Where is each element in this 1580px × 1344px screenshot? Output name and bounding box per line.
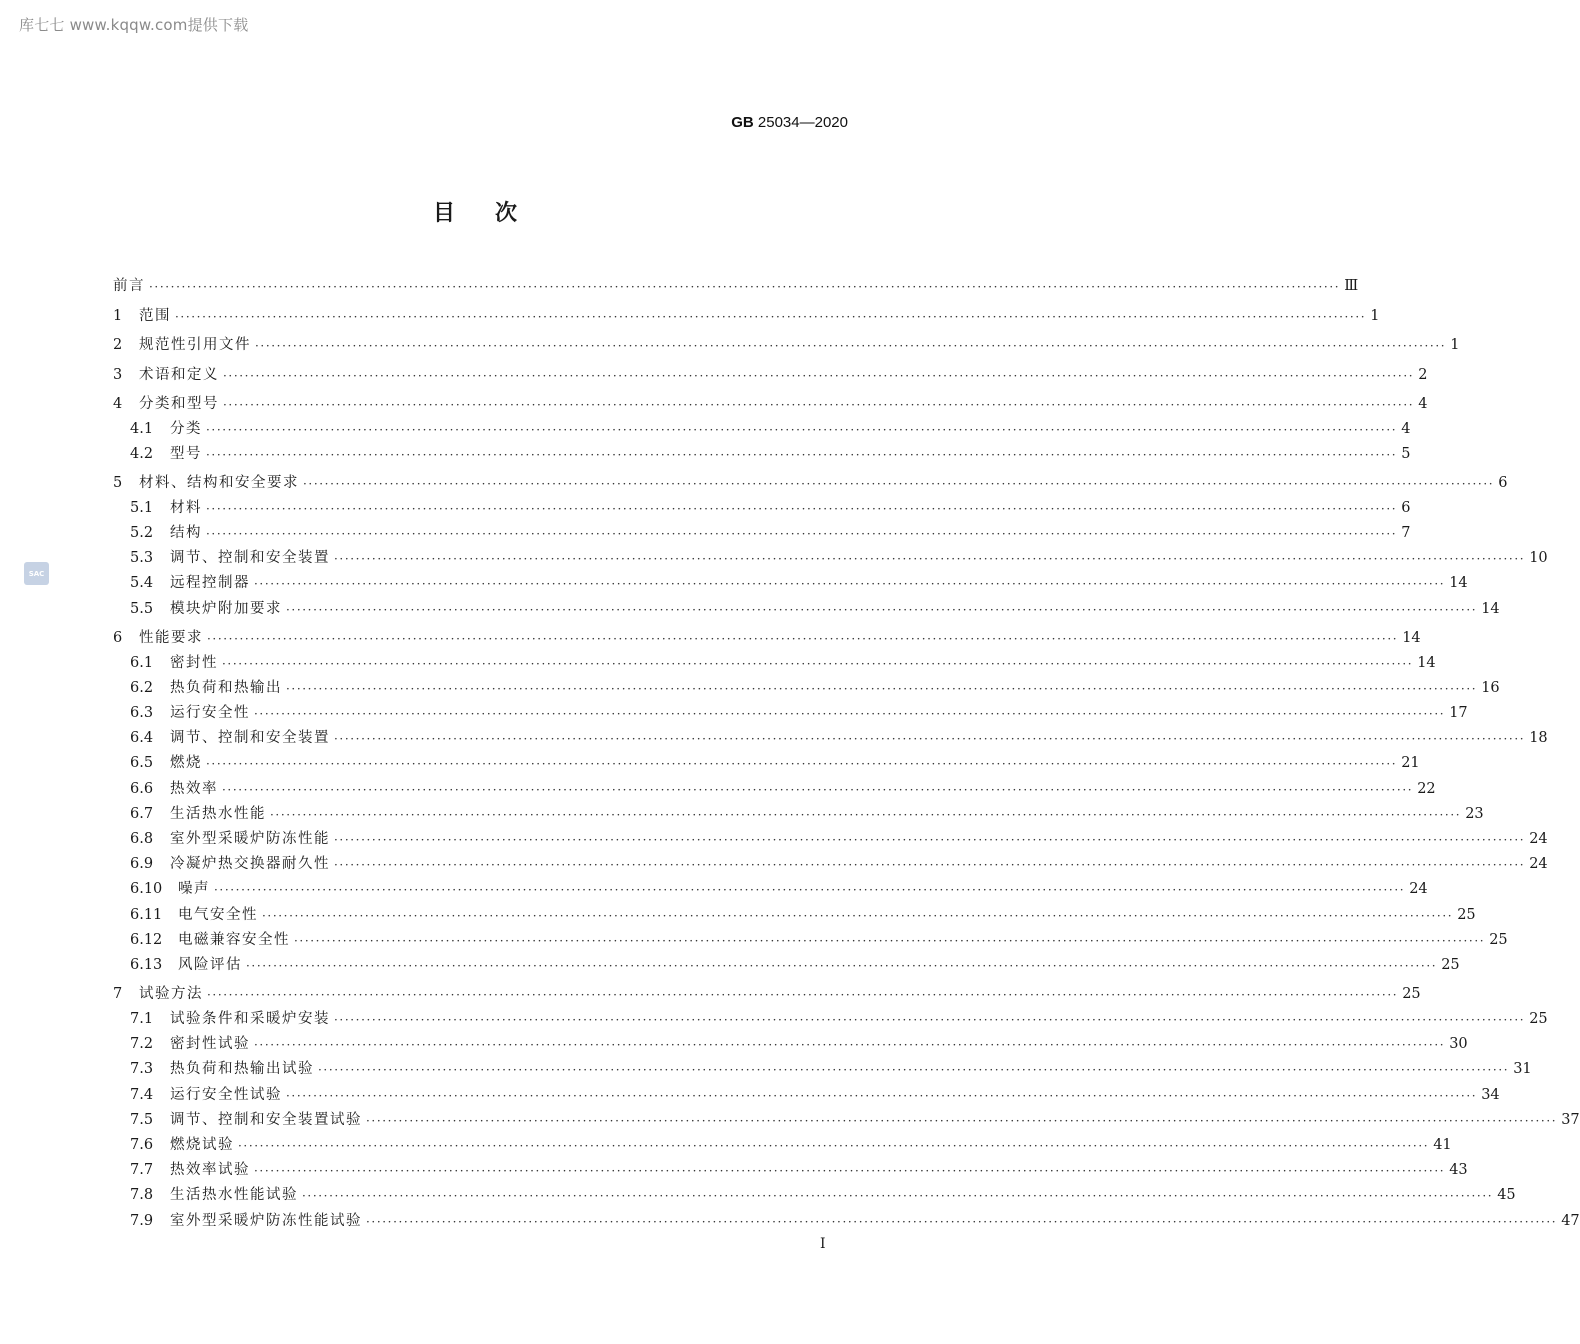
toc-entry-page: 47 [1561,1212,1580,1229]
standard-code [731,114,848,131]
toc-entry-label: 范围 [139,307,171,324]
toc-entry-label: 试验条件和采暖炉安装 [170,1010,330,1027]
toc-entry-label: 燃烧 [170,755,202,772]
toc-entry-label: 性能要求 [139,630,203,646]
toc-entry[interactable] [113,276,1359,296]
toc-entry-number: 7.1 [130,1010,154,1027]
toc-entry-number: 5.2 [130,524,154,541]
toc-leader-dots: ···························································································································································································································· [222,656,1414,671]
sac-logo-text: SAC [28,569,45,578]
toc-entry[interactable] [113,419,1411,439]
toc-entry-number: 4.2 [130,445,154,462]
toc-entry-page: 14 [1449,575,1468,592]
toc-entry-label: 模块炉附加要求 [170,600,282,617]
toc-entry[interactable] [113,804,1484,824]
toc-entry-label: 噪声 [178,881,210,898]
toc-entry-number: 7.3 [130,1061,154,1078]
toc-entry[interactable] [113,984,1421,1004]
toc-entry-page: 7 [1401,524,1411,541]
toc-entry[interactable] [113,1059,1532,1079]
toc-entry-number: 6.10 [130,881,163,898]
standard-code-number: 25034—2020 [757,114,848,131]
toc-leader-dots: ···························································································································································································································· [214,883,1406,898]
toc-entry-label: 室外型采暖炉防冻性能 [170,830,330,847]
toc-entry-number: 2 [113,337,123,353]
toc-leader-dots: ···························································································································································································································· [262,908,1454,923]
toc-entry-label: 调节、控制和安全装置 [170,550,330,567]
toc-entry-page: 14 [1417,654,1436,671]
toc-entry-page: 37 [1561,1111,1580,1128]
toc-entry[interactable] [113,1009,1548,1029]
toc-entry[interactable] [113,678,1500,698]
toc-leader-dots: ···························································································································································································································· [286,602,1478,617]
watermark-text: 库七七 www.kqqw.com提供下载 [19,16,249,34]
toc-entry-label: 调节、控制和安全装置 [170,730,330,747]
toc-entry-page: 14 [1481,600,1500,617]
toc-entry-label: 密封性 [170,654,218,671]
toc-leader-dots: ···························································································································································································································· [223,398,1415,412]
toc-entry[interactable] [113,854,1548,874]
toc-entry-label: 运行安全性 [170,704,250,721]
toc-entry-number: 6.11 [130,906,163,923]
toc-entry-number: 6.12 [130,931,163,948]
toc-leader-dots: ···························································································································································································································· [206,447,1398,462]
toc-entry-label: 型号 [170,445,202,462]
toc-entry-number: 4 [113,396,123,412]
toc-entry[interactable] [113,335,1460,355]
toc-entry[interactable] [113,1085,1500,1105]
toc-entry-number: 7 [113,986,123,1003]
toc-entry-label: 调节、控制和安全装置试验 [170,1111,362,1128]
toc-entry-page: 24 [1529,830,1548,847]
toc-entry[interactable] [113,599,1500,619]
toc-entry-label: 生活热水性能试验 [170,1187,298,1204]
toc-entry-label: 室外型采暖炉防冻性能试验 [170,1212,362,1229]
toc-entry-number: 3 [113,366,123,383]
toc-entry[interactable] [113,1185,1516,1205]
toc-entry-label: 密封性试验 [170,1036,250,1053]
toc-entry-number: 7.9 [130,1212,154,1229]
toc-entry[interactable] [113,548,1548,568]
toc-entry-page: 2 [1418,366,1428,383]
toc-leader-dots: ···························································································································································································································· [254,1038,1446,1053]
toc-entry[interactable] [113,394,1428,414]
page-title: 目次 [432,201,557,226]
toc-entry-number: 7.8 [130,1187,154,1204]
toc-entry-page: 6 [1498,475,1508,492]
toc-entry-number: 1 [113,307,123,324]
toc-entry-page: 22 [1417,780,1436,797]
toc-entry-label: 远程控制器 [170,575,250,592]
toc-leader-dots: ···························································································································································································································· [318,1063,1510,1078]
toc-entry-label: 材料 [170,499,202,516]
toc-leader-dots: ···························································································································································································································· [206,526,1398,541]
toc-entry-page: 25 [1402,986,1421,1003]
toc-entry[interactable] [113,753,1420,773]
toc-leader-dots: ···························································································································································································································· [206,501,1398,516]
toc-entry-label: 前言 [113,278,145,294]
toc-entry[interactable] [113,728,1548,748]
toc-entry-number: 4.1 [130,420,154,437]
toc-entry-number: 7.2 [130,1036,154,1053]
toc-leader-dots: ···························································································································································································································· [149,280,1341,294]
toc-entry-number: 6 [113,630,123,646]
toc-entry[interactable] [113,1110,1580,1130]
toc-entry[interactable] [113,955,1460,975]
toc-entry-label: 术语和定义 [139,366,219,383]
toc-entry-page: 14 [1402,630,1421,646]
toc-entry-page: 24 [1409,881,1428,898]
toc-entry-label: 电磁兼容安全性 [178,931,290,948]
toc-entry-label: 生活热水性能 [170,805,266,822]
toc-leader-dots: ···························································································································································································································· [254,706,1446,721]
toc-entry-number: 6.6 [130,780,154,797]
toc-entry-number: 6.4 [130,730,154,747]
toc-entry-label: 运行安全性试验 [170,1086,282,1103]
toc-leader-dots: ···························································································································································································································· [334,732,1526,747]
toc-entry[interactable] [113,779,1436,799]
toc-entry[interactable] [113,523,1411,543]
toc-entry-number: 6.1 [130,654,154,671]
toc-entry-label: 冷凝炉热交换器耐久性 [170,856,330,873]
toc-leader-dots: ···························································································································································································································· [270,807,1462,822]
toc-entry-label: 规范性引用文件 [139,337,251,353]
sac-logo-icon [24,562,49,585]
toc-entry-label: 材料、结构和安全要求 [139,475,299,492]
toc-entry-page: 34 [1481,1086,1500,1103]
toc-entry-number: 6.5 [130,755,154,772]
toc-entry-page: 25 [1441,956,1460,973]
toc-entry-page: 4 [1401,420,1411,437]
toc-entry[interactable] [113,1034,1468,1054]
toc-entry-number: 6.13 [130,956,163,973]
toc-leader-dots: ···························································································································································································································· [303,477,1495,492]
toc-entry-page: 23 [1465,805,1484,822]
toc-entry-number: 5 [113,475,123,492]
toc-entry-label: 热负荷和热输出 [170,679,282,696]
toc-entry-number: 7.7 [130,1162,154,1179]
toc-entry-label: 燃烧试验 [170,1136,234,1153]
toc-entry-page: 30 [1449,1036,1468,1053]
toc-entry[interactable] [113,703,1468,723]
toc-entry-number: 5.3 [130,550,154,567]
toc-entry-number: 6.3 [130,704,154,721]
toc-leader-dots: ···························································································································································································································· [207,988,1399,1003]
toc-entry[interactable] [113,444,1411,464]
standard-code-prefix: GB [731,114,754,131]
toc-entry-number: 6.8 [130,830,154,847]
toc-entry-number: 5.1 [130,499,154,516]
toc-leader-dots: ···························································································································································································································· [223,368,1415,383]
toc-entry-number: 5.4 [130,575,154,592]
toc-entry-label: 分类和型号 [139,396,219,412]
toc-leader-dots: ···························································································································································································································· [255,339,1447,353]
toc-leader-dots: ···························································································································································································································· [334,1012,1526,1027]
toc-entry[interactable] [113,573,1468,593]
toc-entry-number: 6.2 [130,679,154,696]
toc-entry-page: 5 [1401,445,1411,462]
toc-entry-page: 41 [1433,1136,1452,1153]
toc-leader-dots: ···························································································································································································································· [302,1189,1494,1204]
toc-entry-page: 45 [1497,1187,1516,1204]
toc-entry-label: 分类 [170,420,202,437]
toc-leader-dots: ···························································································································································································································· [175,309,1367,324]
toc-entry[interactable] [113,829,1548,849]
toc-entry-number: 7.6 [130,1136,154,1153]
toc-entry[interactable] [113,653,1436,673]
toc-entry-label: 热负荷和热输出试验 [170,1061,314,1078]
toc-entry-label: 试验方法 [139,986,203,1003]
toc-leader-dots: ···························································································································································································································· [254,1164,1446,1179]
toc-leader-dots: ···························································································································································································································· [286,1088,1478,1103]
toc-entry[interactable] [113,628,1421,648]
toc-leader-dots: ···························································································································································································································· [246,958,1438,973]
toc-entry-page: 31 [1513,1061,1532,1078]
toc-entry[interactable] [113,306,1380,326]
toc-entry[interactable] [113,1211,1580,1231]
toc-entry-number: 6.9 [130,856,154,873]
toc-entry-label: 电气安全性 [178,906,258,923]
toc-entry-page: 1 [1370,307,1380,324]
toc-leader-dots: ···························································································································································································································· [207,632,1399,646]
toc-entry-page: 21 [1401,755,1420,772]
toc-leader-dots: ···························································································································································································································· [286,681,1478,696]
footer-page-number: Ⅰ [820,1236,826,1252]
toc-leader-dots: ···························································································································································································································· [206,422,1398,437]
toc-entry-page: 1 [1450,337,1460,353]
toc-leader-dots: ···························································································································································································································· [334,858,1526,873]
toc-entry-number: 6.7 [130,805,154,822]
toc-entry-label: 热效率试验 [170,1162,250,1179]
toc-entry-number: 5.5 [130,600,154,617]
toc-leader-dots: ···························································································································································································································· [366,1214,1558,1229]
toc-entry[interactable] [113,879,1428,899]
toc-leader-dots: ···························································································································································································································· [334,832,1526,847]
toc-leader-dots: ···························································································································································································································· [206,757,1398,772]
toc-leader-dots: ···························································································································································································································· [334,552,1526,567]
toc-entry[interactable] [113,498,1411,518]
toc-entry[interactable] [113,1135,1452,1155]
toc-entry-label: 结构 [170,524,202,541]
toc-entry[interactable] [113,930,1508,950]
toc-entry-page: 6 [1401,499,1411,516]
toc-entry-label: 热效率 [170,780,218,797]
toc-leader-dots: ···························································································································································································································· [254,577,1446,592]
toc-entry[interactable] [113,905,1476,925]
toc-entry-number: 7.5 [130,1111,154,1128]
toc-entry-page: Ⅲ [1344,278,1359,294]
toc-leader-dots: ···························································································································································································································· [222,782,1414,797]
toc-leader-dots: ···························································································································································································································· [366,1113,1558,1128]
toc-entry-page: 43 [1449,1162,1468,1179]
toc-entry[interactable] [113,1160,1468,1180]
toc-entry-label: 风险评估 [178,956,242,973]
toc-entry-page: 17 [1449,704,1468,721]
toc-entry-page: 18 [1529,730,1548,747]
toc-entry[interactable] [113,473,1508,493]
toc-entry-page: 25 [1529,1010,1548,1027]
toc-entry-page: 16 [1481,679,1500,696]
toc-entry-page: 24 [1529,856,1548,873]
toc-entry-page: 10 [1529,550,1548,567]
toc-leader-dots: ···························································································································································································································· [238,1138,1430,1153]
toc-entry-number: 7.4 [130,1086,154,1103]
toc-entry[interactable] [113,365,1428,385]
toc-entry-page: 25 [1489,931,1508,948]
toc-entry-page: 4 [1418,396,1428,412]
toc-leader-dots: ···························································································································································································································· [294,933,1486,948]
toc-entry-page: 25 [1457,906,1476,923]
